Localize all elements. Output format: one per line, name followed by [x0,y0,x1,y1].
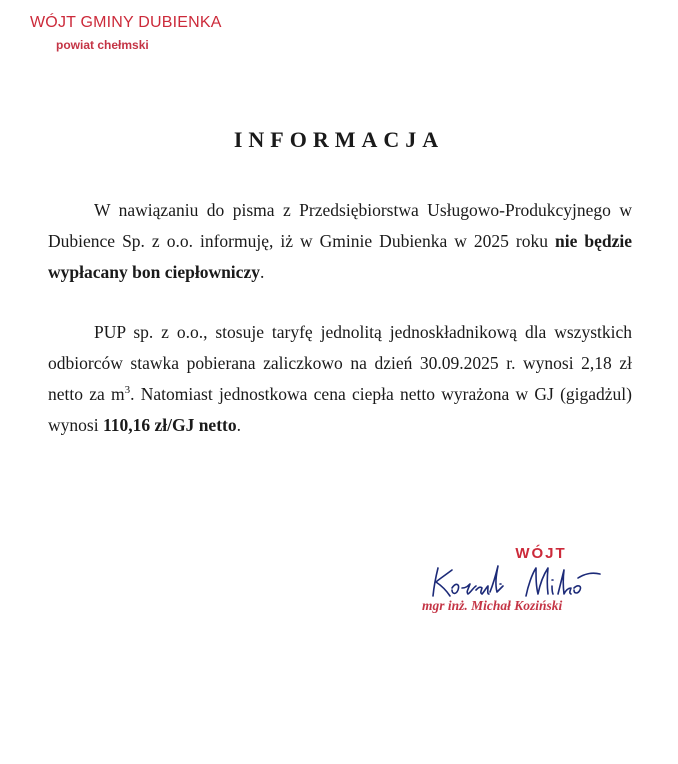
stamp-title: WÓJT GMINY DUBIENKA [30,14,222,31]
document-title: INFORMACJA [233,127,445,152]
paragraph-2 [48,317,632,441]
paragraph-1-bold: nie będzie wypłacany bon ciepłowniczy [48,231,632,282]
paragraph-1-end: . [259,262,265,282]
paragraph-2-end: . [236,415,241,435]
paragraph-2-bold: 110,16 zł/GJ netto [102,415,237,435]
office-stamp [30,14,222,52]
cubic-superscript: 3 [124,384,131,397]
signature-role: WÓJT [515,545,567,562]
signatory-name: mgr inż. Michał Koziński [422,598,563,613]
paragraph-1 [48,195,632,288]
handwritten-signature [428,562,608,602]
signature-block [416,545,626,614]
paragraph-1-text: W nawiązaniu do pisma z Przedsiębiorstwa Usługowo-Produkcyjnego w Dubience Sp. z o.o. informuję, iż w Gminie Dubienka w 2025 roku [48,200,632,251]
stamp-subtitle: powiat chełmski [56,38,149,52]
paragraph-2-text: PUP sp. z o.o., stosuje taryfę jednolitą jednoskładnikową dla wszystkich odbiorców stawka pobierana zaliczkowo na dzień 30.09.2025 r. wynosi 2,18 zł netto za m [48,322,632,404]
paragraph-2-middle: . Natomiast jednostkowa cena ciepła netto wyrażona w GJ (gigadżul) wynosi [48,384,632,435]
